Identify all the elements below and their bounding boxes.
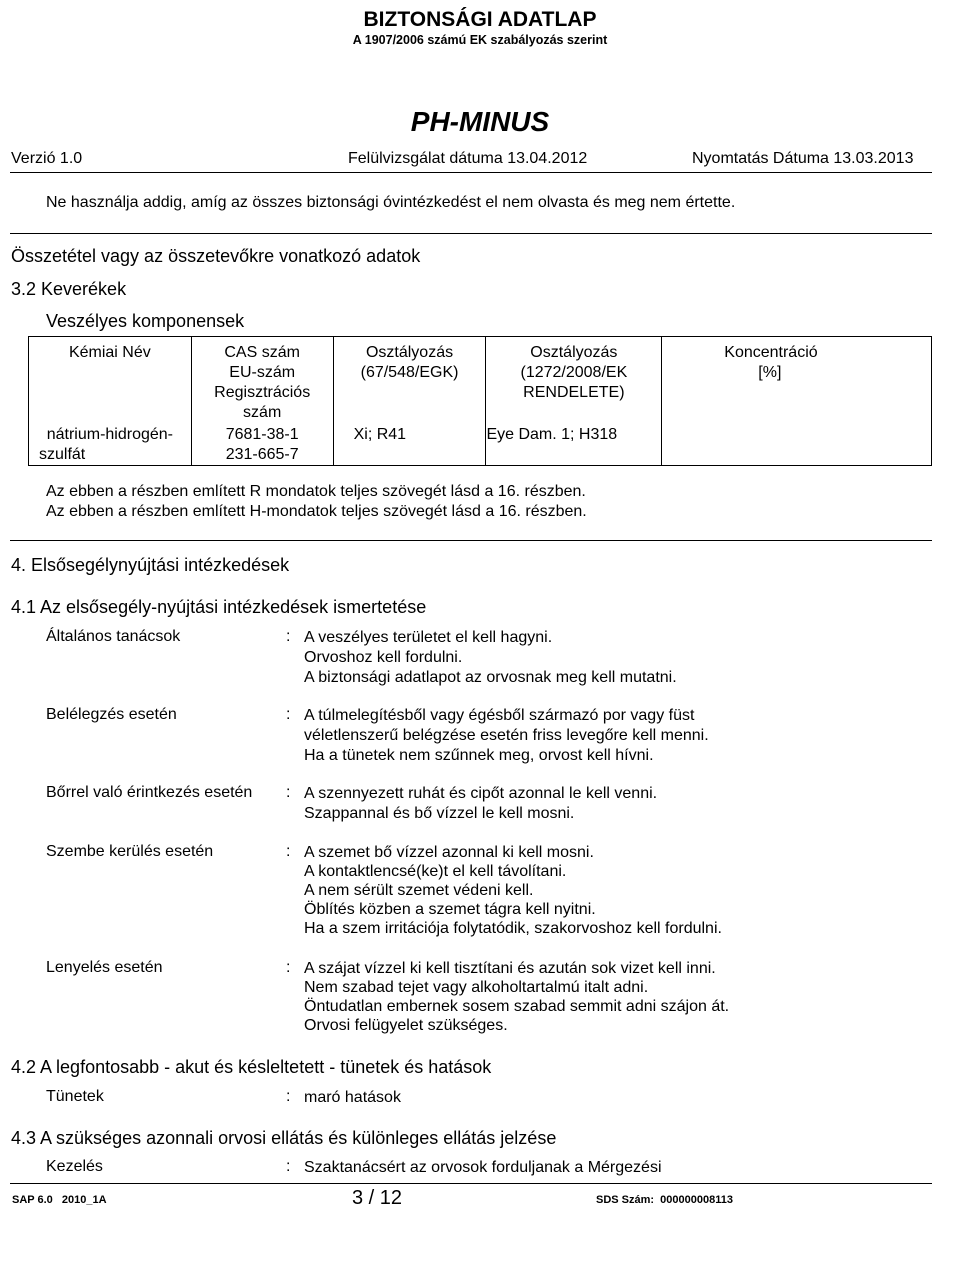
header-concentration: Koncentráció [%] — [662, 337, 932, 426]
cell-classification-67: Xi; R41 — [333, 425, 486, 466]
colon-separator: : — [286, 959, 291, 976]
first-aid-text: A biztonsági adatlapot az orvosnak meg kell mutatni. — [304, 669, 677, 686]
symptoms-value: maró hatások — [304, 1089, 401, 1106]
first-aid-text: Orvoshoz kell fordulni. — [304, 649, 463, 666]
header-chemical-name: Kémiai Név — [29, 337, 192, 426]
colon-separator: : — [286, 784, 291, 801]
section4-3-heading: 4.3 A szükséges azonnali orvosi ellátás és különleges ellátás jelzése — [11, 1128, 557, 1148]
components-table — [28, 336, 932, 466]
treatment-value: Szaktanácsért az orvosok forduljanak a Mérgezési — [304, 1159, 662, 1176]
section-divider — [10, 540, 932, 541]
section4-2-heading: 4.2 A legfontosabb - akut és késleltetett - tünetek és hatások — [11, 1057, 492, 1077]
first-aid-text: Orvosi felügyelet szükséges. — [304, 1017, 508, 1034]
first-aid-text: véletlenszerű belégzése esetén friss levegőre kell menni. — [304, 727, 709, 744]
first-aid-text: Ha a tünetek nem szűnnek meg, orvost kell hívni. — [304, 747, 654, 764]
first-aid-text: A kontaktlencsé(ke)t el kell távolítani. — [304, 863, 567, 880]
first-aid-text: A veszélyes területet el kell hagyni. — [304, 629, 553, 646]
section4-1-heading: 4.1 Az elsősegély-nyújtási intézkedések ismertetése — [11, 597, 427, 617]
page-number: 3 / 12 — [352, 1187, 403, 1209]
colon-separator: : — [286, 1088, 291, 1105]
cell-concentration — [662, 425, 932, 466]
sds-number: SDS Szám: 000000008113 — [596, 1194, 733, 1206]
symptoms-label: Tünetek — [46, 1088, 104, 1105]
header-divider — [10, 172, 932, 173]
r-phrases-note: Az ebben a részben említett R mondatok teljes szövegét lásd a 16. részben. — [46, 483, 586, 500]
colon-separator: : — [286, 706, 291, 723]
revision-date: Felülvizsgálat dátuma 13.04.2012 — [348, 150, 588, 167]
first-aid-text: Ha a szem irritációja folytatódik, szakorvoshoz kell fordulni. — [304, 920, 722, 937]
first-aid-text: A nem sérült szemet védeni kell. — [304, 882, 534, 899]
cell-chemical-name: nátrium-hidrogén- szulfát — [29, 425, 192, 466]
first-aid-label-inhalation: Belélegzés esetén — [46, 706, 177, 723]
cell-classification-1272: Eye Dam. 1; H318 — [486, 425, 662, 466]
section3-2-heading: 3.2 Keverékek — [11, 279, 127, 299]
first-aid-text: A szájat vízzel ki kell tisztítani és azután sok vizet kell inni. — [304, 960, 716, 977]
colon-separator: : — [286, 628, 291, 645]
first-aid-label-general: Általános tanácsok — [46, 628, 181, 645]
footer-sap-version: SAP 6.0 2010_1A — [12, 1194, 107, 1206]
print-date: Nyomtatás Dátuma 13.03.2013 — [692, 150, 914, 167]
table-header-row — [29, 337, 932, 426]
document-title: BIZTONSÁGI ADATLAP — [363, 8, 597, 31]
section-divider — [10, 233, 932, 234]
first-aid-text: A szennyezett ruhát és cipőt azonnal le kell venni. — [304, 785, 658, 802]
section3-heading: Összetétel vagy az összetevőkre vonatkozó adatok — [11, 246, 421, 266]
warning-note: Ne használja addig, amíg az összes biztonsági óvintézkedést el nem olvasta és meg nem értette. — [46, 194, 736, 211]
product-name: PH-MINUS — [410, 106, 550, 137]
first-aid-label-ingestion: Lenyelés esetén — [46, 959, 163, 976]
first-aid-text: Öntudatlan embernek sosem szabad semmit adni szájon át. — [304, 998, 730, 1015]
h-phrases-note: Az ebben a részben említett H-mondatok teljes szövegét lásd a 16. részben. — [46, 503, 587, 520]
cell-cas-number: 7681-38-1 231-665-7 — [191, 425, 333, 466]
first-aid-text: A túlmelegítésből vagy égésből származó por vagy füst — [304, 707, 695, 724]
first-aid-text: Szappannal és bő vízzel le kell mosni. — [304, 805, 575, 822]
version-label: Verzió 1.0 — [11, 150, 83, 167]
header-cas-number: CAS szám EU-szám Regisztrációs szám — [191, 337, 333, 426]
table-row — [29, 425, 932, 466]
footer-divider — [10, 1183, 932, 1184]
treatment-label: Kezelés — [46, 1158, 103, 1175]
header-classification-67: Osztályozás (67/548/EGK) — [333, 337, 486, 426]
first-aid-label-skin: Bőrrel való érintkezés esetén — [46, 784, 253, 801]
first-aid-text: Nem szabad tejet vagy alkoholtartalmú italt adni. — [304, 979, 649, 996]
colon-separator: : — [286, 843, 291, 860]
header-classification-1272: Osztályozás (1272/2008/EK RENDELETE) — [486, 337, 662, 426]
components-title: Veszélyes komponensek — [46, 311, 245, 331]
document-subtitle: A 1907/2006 számú EK szabályozás szerint — [352, 33, 608, 47]
section4-heading: 4. Elsősegélynyújtási intézkedések — [11, 555, 290, 575]
first-aid-text: A szemet bő vízzel azonnal ki kell mosni. — [304, 844, 594, 861]
colon-separator: : — [286, 1158, 291, 1175]
first-aid-label-eyes: Szembe kerülés esetén — [46, 843, 214, 860]
first-aid-text: Öblítés közben a szemet tágra kell nyitni. — [304, 901, 596, 918]
